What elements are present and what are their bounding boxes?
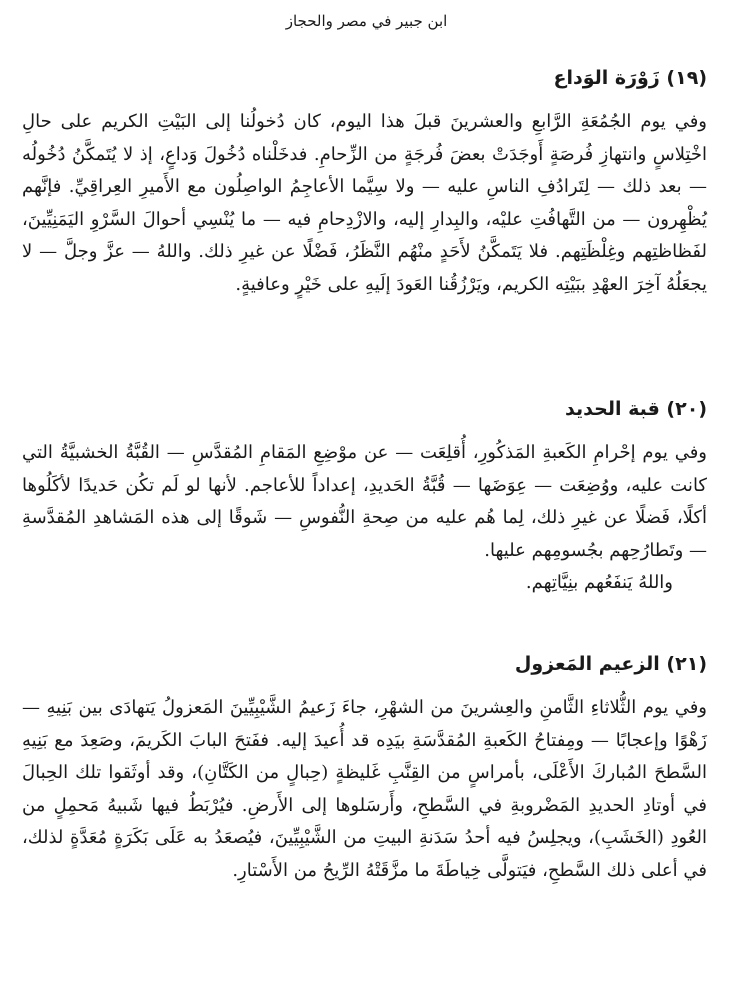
paragraph: وفي يوم إحْرامِ الكَعبةِ المَذكُورِ، أُقلِعَت — عن موْضِعِ المَقامِ المُقدَّسِ — القُبَّةُ الخشبيَّةُ التي كانت عليه، ووُضِعَت — عِوَضَها — قُبَّةُ الحَديدِ، إعداداً للأعاجم. لأنها لو لَم تكُن حَديدًا لأكَلُوها أكلًا، فَضلًا عن غيرِ ذلك، لِما هُم عليه من صِحةِ النُّفوسِ — شَوقًا إلى هذه المَشاهدِ المُقدَّسةِ — وتَطارُحِهم بجُسومِهم عليها. — [22, 442, 707, 561]
section-20 — [22, 395, 707, 600]
section-21 — [22, 650, 707, 887]
paragraph: وفي يوم الثُّلاثاءِ الثَّامنِ والعِشرينَ من الشهْرِ، جاءَ زَعيمُ الشَّيْبِيِّينَ المَعزولُ يَتهادَى بين بَنِيهِ — زَهْوًا وإعجابًا — ومِفتاحُ الكَعبةِ المُقدَّسَةِ بيَدِه قد أُعيدَ إليه. ففَتحَ البابَ الكَريمَ، وصَعِدَ مع بَنِيهِ السَّطحَ المُباركَ الأَعْلَى، بأمراسٍ من القِنَّبِ غَليظةٍ (حِبالٍ من الكَتَّانِ)، وقد أوثَقوا تلك الحِبالَ في أوتادِ الحديدِ المَضْروبةِ في السَّطحِ، وأَرسَلوها إلى الأَرضِ. فيُرْبَطُ فيها شَبيهُ مَحمِلٍ من العُودِ (الخَشَبِ)، ويجلِسُ فيه أحدُ سَدَنةِ البيتِ من الشَّيْبِيِّينَ، فيُصعَدُ به عَلَى بَكَرَةٍ مُعَدَّةٍ لذلك، في أعلى ذلك السَّطحِ، فيَتولَّى خِياطَةَ ما مزَّقَتْهُ الرِّيحُ من الأَسْتارِ. — [22, 697, 707, 881]
section-19 — [22, 64, 707, 301]
section-title: (٢١) الزعيم المَعزول — [514, 653, 707, 675]
paragraph: وفي يوم الجُمُعَةِ الرَّابعِ والعشرينَ قبلَ هذا اليوم، كان دُخولُنا إلى البَيْتِ الكريم على حالِ اخْتِلاسٍ وانتهازِ فُرصَةٍ أَوجَدَتْ بعضَ فُرجَةٍ من الزِّحامِ. فدخَلْناه دُخُولَ وَداعٍ، إذ لا يُتَمكَّنُ دُخُولُه — بعد ذلك — لِتَرادُفِ الناسِ عليه — ولا سِيَّما الأعاجِمُ الواصِلُون مع الأَميرِ العِراقِيِّ. فإنَّهم يُظْهِرون — من التَّهافُتِ عليْه، والبِدارِ إليه، والازْدِحامِ فيه — ما يُنْسِي أحوالَ السَّرْوِ اليَمَنِيِّينَ، لفَظاظتِهم وغِلْظَتِهم. فلا يَتَمكَّنُ لأَحَدٍ منْهُم النَّظَرُ، فَضْلًا عن غيرِ ذلك. واللهُ — عزَّ وجلَّ — لا يجعَلُهُ آخِرَ العهْدِ ببَيْتِه الكريم، ويَرْزُقُنا العَودَ إلَيهِ على خَيْرٍ وعافيةٍ. — [22, 111, 707, 295]
closing-line: واللهُ يَنفَعُهم بنِيَّاتِهم. — [525, 572, 673, 593]
section-title: (٢٠) قبة الحديد — [565, 398, 707, 420]
section-title: (١٩) زَوْرَة الوَداع — [553, 67, 707, 89]
running-header: ابن جبير في مصر والحجاز — [285, 12, 448, 30]
